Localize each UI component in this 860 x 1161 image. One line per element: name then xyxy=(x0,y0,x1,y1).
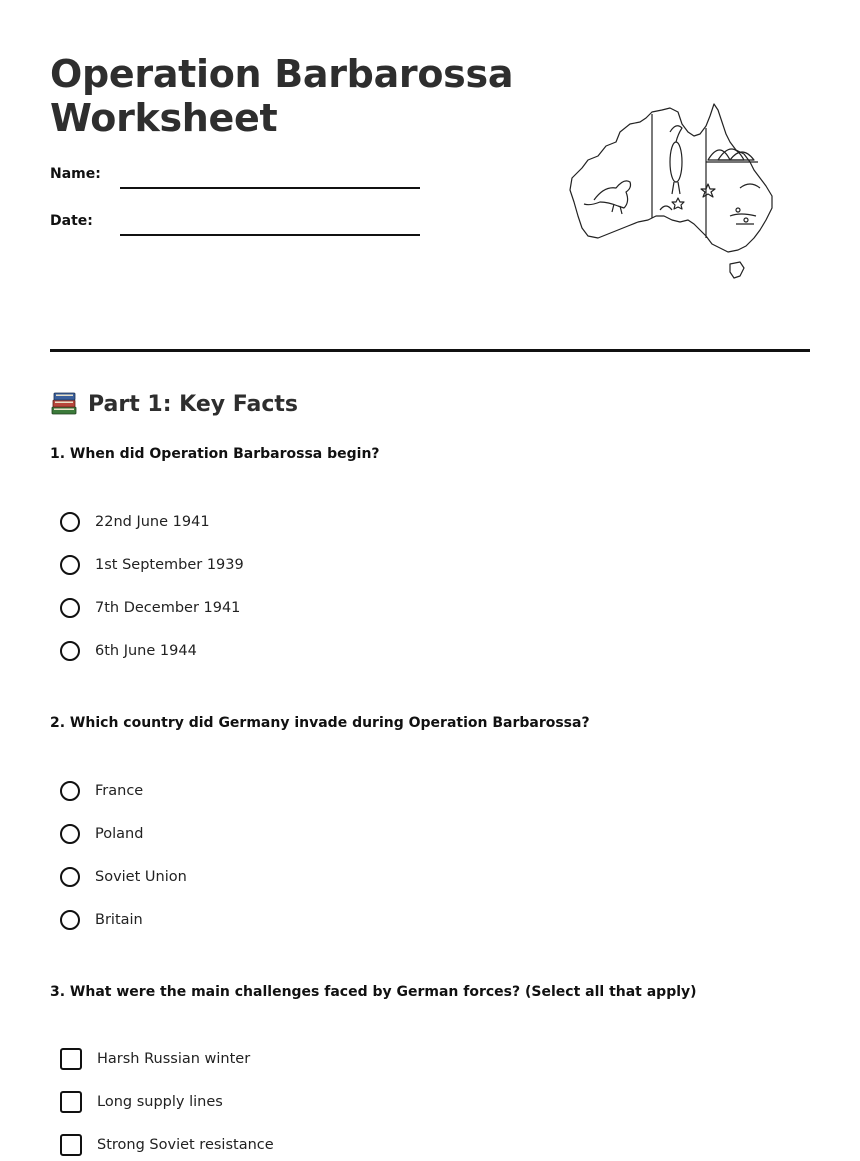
option-label: Harsh Russian winter xyxy=(97,1051,251,1067)
checkbox[interactable] xyxy=(60,1048,82,1070)
radio-button[interactable] xyxy=(60,555,80,575)
option-label: 6th June 1944 xyxy=(95,643,197,659)
question-3: 3. What were the main challenges faced by German forces? (Select all that apply) xyxy=(50,984,697,1000)
option-label: 1st September 1939 xyxy=(95,557,244,573)
option-label: France xyxy=(95,783,144,799)
part1-heading xyxy=(50,388,298,420)
question-1: 1. When did Operation Barbarossa begin? xyxy=(50,446,380,462)
radio-button[interactable] xyxy=(60,641,80,661)
option-label: Long supply lines xyxy=(97,1094,223,1110)
q3-option-1[interactable] xyxy=(60,1046,250,1072)
checkbox[interactable] xyxy=(60,1091,82,1113)
date-label: Date: xyxy=(50,213,93,229)
radio-button[interactable] xyxy=(60,910,80,930)
option-label: Strong Soviet resistance xyxy=(97,1137,274,1153)
q3-option-2[interactable] xyxy=(60,1089,223,1115)
question-2: 2. Which country did Germany invade during Operation Barbarossa? xyxy=(50,715,590,731)
australia-map-illustration xyxy=(560,98,780,284)
books-icon xyxy=(50,390,78,418)
option-label: Soviet Union xyxy=(95,869,187,885)
part1-heading-text: Part 1: Key Facts xyxy=(88,391,298,417)
section-divider xyxy=(50,349,810,352)
q1-option-3[interactable] xyxy=(60,595,240,621)
option-label: Britain xyxy=(95,912,143,928)
checkbox[interactable] xyxy=(60,1134,82,1156)
date-field[interactable] xyxy=(120,234,420,236)
q2-option-4[interactable] xyxy=(60,907,143,933)
q1-option-4[interactable] xyxy=(60,638,197,664)
q1-option-1[interactable] xyxy=(60,509,210,535)
q3-option-3[interactable] xyxy=(60,1132,274,1158)
radio-button[interactable] xyxy=(60,781,80,801)
worksheet-title: Operation Barbarossa Worksheet xyxy=(50,52,514,140)
name-field[interactable] xyxy=(120,187,420,189)
option-label: 22nd June 1941 xyxy=(95,514,210,530)
radio-button[interactable] xyxy=(60,512,80,532)
option-label: Poland xyxy=(95,826,144,842)
radio-button[interactable] xyxy=(60,824,80,844)
q2-option-1[interactable] xyxy=(60,778,143,804)
radio-button[interactable] xyxy=(60,598,80,618)
name-label: Name: xyxy=(50,166,101,182)
q1-option-2[interactable] xyxy=(60,552,244,578)
radio-button[interactable] xyxy=(60,867,80,887)
option-label: 7th December 1941 xyxy=(95,600,241,616)
q2-option-3[interactable] xyxy=(60,864,187,890)
q2-option-2[interactable] xyxy=(60,821,143,847)
